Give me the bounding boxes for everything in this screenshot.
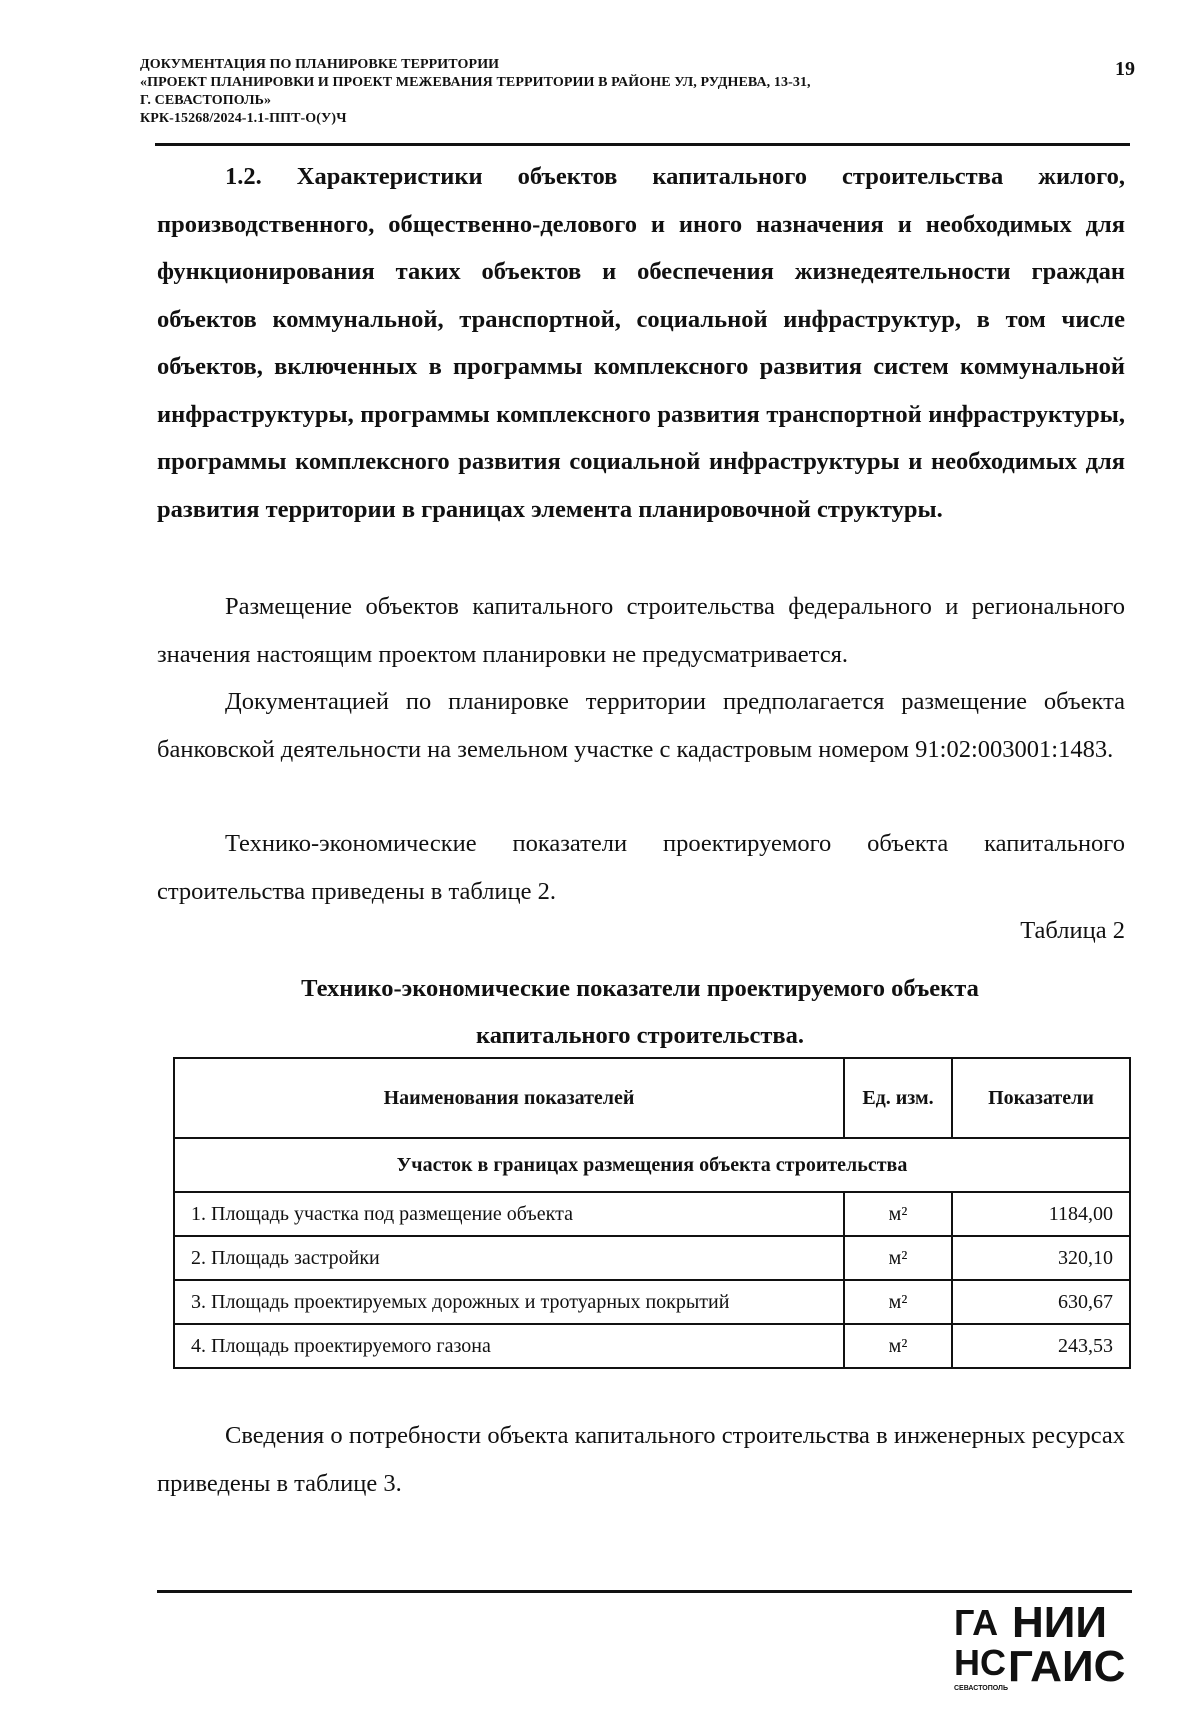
header-divider bbox=[155, 143, 1130, 146]
cell-unit: м² bbox=[844, 1280, 952, 1324]
header-line-4: КРК-15268/2024-1.1-ППТ-О(У)Ч bbox=[140, 111, 347, 126]
group-cell: Участок в границах размещения объекта строительства bbox=[174, 1138, 1130, 1192]
cell-name: 1. Площадь участка под размещение объекта bbox=[174, 1192, 844, 1236]
document-header bbox=[140, 56, 980, 128]
page-number: 19 bbox=[1115, 58, 1135, 80]
logo-mark-top: ГА bbox=[954, 1602, 999, 1643]
cell-name: 2. Площадь застройки bbox=[174, 1236, 844, 1280]
logo-text-bottom: ГАИС bbox=[1008, 1642, 1126, 1691]
logo-text-top: НИИ bbox=[1012, 1598, 1108, 1647]
cell-value: 630,67 bbox=[952, 1280, 1130, 1324]
cell-name: 4. Площадь проектируемого газона bbox=[174, 1324, 844, 1368]
header-line-1: ДОКУМЕНТАЦИЯ ПО ПЛАНИРОВКЕ ТЕРРИТОРИИ bbox=[140, 57, 500, 72]
footer-divider bbox=[157, 1590, 1132, 1593]
paragraph-engineering-resources: Сведения о потребности объекта капитального строительства в инженерных ресурсах приведены в таблице 3. bbox=[157, 1422, 1125, 1497]
cell-unit: м² bbox=[844, 1324, 952, 1368]
table-row bbox=[174, 1280, 1130, 1324]
cell-unit: м² bbox=[844, 1192, 952, 1236]
indicators-table bbox=[173, 1057, 1131, 1369]
cell-value: 243,53 bbox=[952, 1324, 1130, 1368]
paragraph-tech-indicators: Технико-экономические показатели проектируемого объекта капитального строительства приведены в таблице 2. bbox=[157, 830, 1125, 905]
header-cell-name: Наименования показателей bbox=[174, 1058, 844, 1138]
paragraph-federal-objects: Размещение объектов капитального строительства федерального и регионального значения настоящим проектом планировки не предусматривается. bbox=[157, 593, 1125, 668]
section-heading: 1.2. Характеристики объектов капитального строительства жилого, производственного, общественно-делового и иного назначения и необходимых для функционирования таких объектов и обеспечения жизнедеятельности граждан объектов коммунальной, транспортной, социальной инфраструктур, в том числе объектов, включенных в программы комплексного развития систем коммунальной инфраструктуры, программы комплексного развития транспортной инфраструктуры, программы комплексного развития социальной инфраструктуры и необходимых для развития территории в границах элемента планировочной структуры. bbox=[157, 163, 1125, 523]
table-header-row bbox=[174, 1058, 1130, 1138]
header-cell-unit: Ед. изм. bbox=[844, 1058, 952, 1138]
table-group-row bbox=[174, 1138, 1130, 1192]
table-label: Таблица 2 bbox=[1020, 917, 1125, 944]
table-row bbox=[174, 1324, 1130, 1368]
cell-value: 320,10 bbox=[952, 1236, 1130, 1280]
header-line-2: «ПРОЕКТ ПЛАНИРОВКИ И ПРОЕКТ МЕЖЕВАНИЯ ТЕРРИТОРИИ В РАЙОНЕ УЛ, РУДНЕВА, 13-31, bbox=[140, 75, 811, 90]
table-caption bbox=[170, 965, 1110, 1059]
header-line-3: Г. СЕВАСТОПОЛЬ» bbox=[140, 93, 272, 108]
nii-gais-logo bbox=[950, 1595, 1140, 1695]
header-cell-value: Показатели bbox=[952, 1058, 1130, 1138]
table-row bbox=[174, 1236, 1130, 1280]
cell-unit: м² bbox=[844, 1236, 952, 1280]
cell-value: 1184,00 bbox=[952, 1192, 1130, 1236]
table-row bbox=[174, 1192, 1130, 1236]
logo-mark-bottom: НС bbox=[954, 1642, 1006, 1683]
paragraph-bank-object: Документацией по планировке территории предполагается размещение объекта банковской деятельности на земельном участке с кадастровым номером 91:02:003001:1483. bbox=[157, 688, 1125, 763]
logo-subtitle: СЕВАСТОПОЛЬ bbox=[954, 1685, 1008, 1692]
table-caption-line-2: капитального строительства. bbox=[476, 1022, 804, 1049]
cell-name: 3. Площадь проектируемых дорожных и тротуарных покрытий bbox=[174, 1280, 844, 1324]
table-caption-line-1: Технико-экономические показатели проектируемого объекта bbox=[301, 975, 979, 1002]
